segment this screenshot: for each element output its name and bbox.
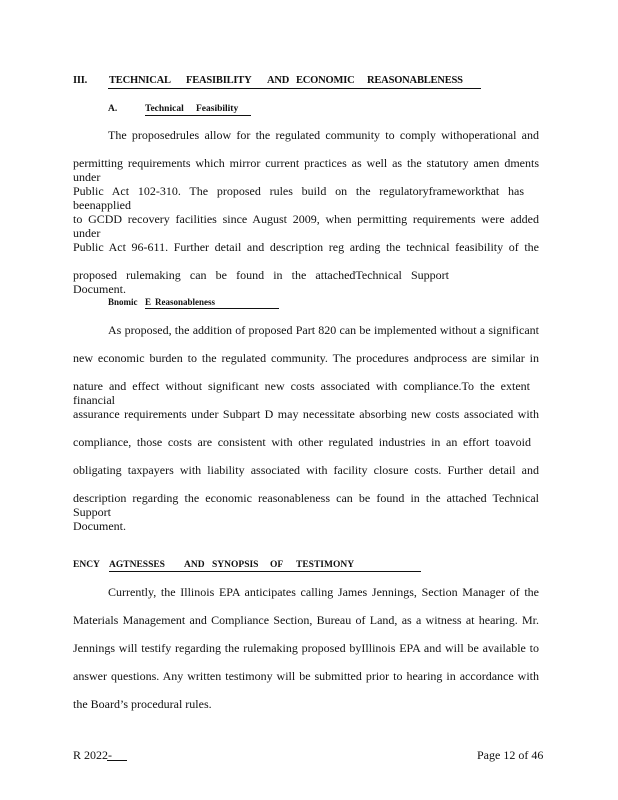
heading-word: REASONABLENESS	[367, 75, 463, 86]
subheading-word: Bnomic	[108, 297, 138, 307]
docket-number: R 2022-	[73, 748, 112, 762]
heading-underline	[109, 571, 421, 572]
paragraph-line: Public Act 96-611. Further detail and description reg arding the technical feasibility of the	[73, 240, 539, 254]
paragraph-line: The proposedrules allow for the regulated community to comply withoperational and	[108, 128, 539, 142]
heading-word: TESTIMONY	[296, 560, 355, 570]
paragraph-line: obligating taxpayers with liability associated with facility closure costs. Further detail and	[73, 463, 539, 477]
subheading-underline	[145, 115, 251, 116]
docket-blank-line	[107, 760, 127, 761]
heading-word: ECONOMIC	[296, 75, 355, 86]
paragraph-line: new economic burden to the regulated community. The procedures andprocess are similar in	[73, 351, 539, 365]
heading-word: OF	[270, 560, 284, 570]
heading-underline	[108, 88, 481, 89]
paragraph-line: Public Act 102-310. The proposed rules build on the regulatoryframeworkthat has beenapplied	[73, 184, 524, 212]
subheading-word: E	[145, 297, 152, 307]
heading-word: FEASIBILITY	[186, 75, 252, 86]
section-roman-numeral: III.	[73, 75, 88, 86]
subsection-letter: A.	[108, 104, 118, 114]
paragraph-line: to GCDD recovery facilities since August 2009, when permitting requirements were added under	[73, 212, 539, 240]
subheading-underline	[145, 308, 279, 309]
heading-word: SYNOPSIS	[212, 560, 259, 570]
paragraph-line: compliance, those costs are consistent with other regulated industries in an effort toavoid	[73, 435, 531, 449]
paragraph-line: Currently, the Illinois EPA anticipates calling James Jennings, Section Manager of the	[108, 585, 539, 599]
paragraph-line: Document.	[73, 519, 126, 533]
subheading-word: Technical	[145, 104, 184, 114]
heading-word: AGTNESSES	[109, 560, 165, 570]
subheading-word: Reasonableness	[155, 297, 216, 307]
paragraph-line: permitting requirements which mirror current practices as well as the statutory amen dments under	[73, 156, 539, 184]
heading-word: TECHNICAL	[109, 75, 171, 86]
paragraph-line: nature and effect without significant new costs associated with compliance.To the extent financial	[73, 379, 530, 407]
paragraph-line: Jennings will testify regarding the rulemaking proposed byIllinois EPA and will be available to	[73, 641, 539, 655]
heading-word: AND	[184, 560, 205, 570]
paragraph-line: As proposed, the addition of proposed Part 820 can be implemented without a significant	[108, 323, 539, 337]
paragraph-line: proposed rulemaking can be found in the attachedTechnical Support Document.	[73, 268, 449, 296]
subheading-word: Feasibility	[196, 104, 239, 114]
paragraph-line: Materials Management and Compliance Section, Bureau of Land, as a witness at hearing. Mr.	[73, 613, 539, 627]
heading-word: AND	[267, 75, 290, 86]
heading-word: ENCY	[73, 560, 100, 570]
paragraph-line: description regarding the economic reasonableness can be found in the attached Technical Support	[73, 491, 539, 519]
paragraph-line: assurance requirements under Subpart D may necessitate absorbing new costs associated with	[73, 407, 539, 421]
page-number: Page 12 of 46	[477, 748, 544, 762]
paragraph-line: answer questions. Any written testimony will be submitted prior to hearing in accordance with	[73, 669, 539, 683]
paragraph-line: the Board’s procedural rules.	[73, 697, 212, 711]
